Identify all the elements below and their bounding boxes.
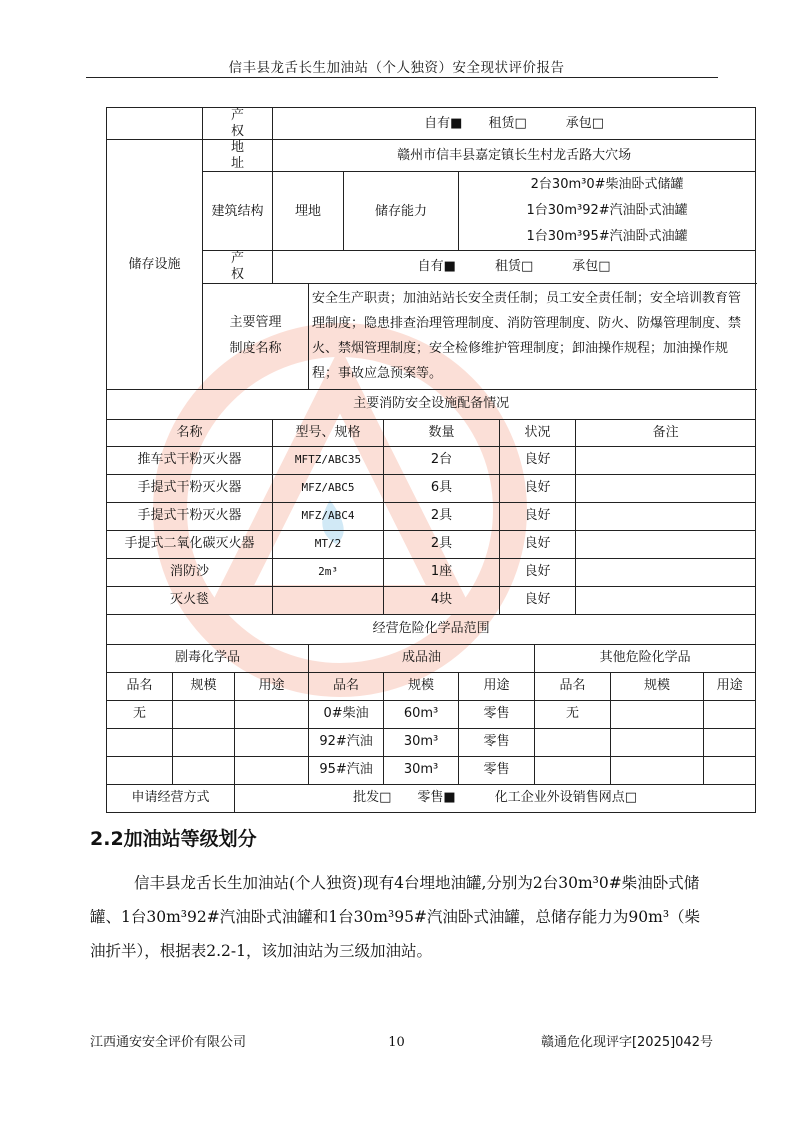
mgmt-value: 安全生产职责；加油站站长安全责任制；员工安全责任制；安全培训教育管理制度；隐患排查治理管理制度、消防管理制度、防火、防爆管理制度、禁火、禁烟管理制度；安全检修维护管理制度；卸油操作规程；加油操作规程；事故应急预案等。	[309, 283, 756, 389]
chem-sub: 用途	[235, 672, 309, 700]
fire-header: 状况	[500, 419, 576, 446]
footer-company: 江西通安安全评价有限公司	[90, 1035, 247, 1050]
fire-cell: MT/2	[273, 530, 384, 558]
chem-sub: 品名	[309, 672, 384, 700]
chem-cell	[235, 756, 309, 784]
address-value: 赣州市信丰县嘉定镇长生村龙舌路大穴场	[273, 140, 756, 172]
chem-cell	[704, 700, 756, 728]
table-row	[107, 586, 756, 614]
property-label: 产 权	[203, 108, 273, 140]
fire-cell: 手提式二氧化碳灭火器	[107, 530, 273, 558]
chem-cell	[535, 756, 611, 784]
structure-label: 建筑结构	[203, 172, 273, 251]
page-number: 10	[388, 1035, 405, 1050]
facility-info-table	[106, 107, 756, 813]
chem-sub: 用途	[459, 672, 535, 700]
chem-cell	[611, 700, 704, 728]
capacity-value	[459, 172, 756, 251]
fire-cell: 良好	[500, 586, 576, 614]
fire-header: 名称	[107, 419, 273, 446]
fire-cell: 良好	[500, 474, 576, 502]
fire-cell: 良好	[500, 502, 576, 530]
chem-cell	[704, 728, 756, 756]
fire-header: 型号、规格	[273, 419, 384, 446]
capacity-line: 2台30m³0#柴油卧式储罐	[530, 177, 684, 193]
fire-cell: 4块	[384, 586, 500, 614]
chem-cell	[173, 728, 235, 756]
capacity-line: 1台30m³95#汽油卧式油罐	[526, 229, 688, 245]
chem-cell: 零售	[459, 700, 535, 728]
chem-sub: 规模	[384, 672, 459, 700]
fire-cell	[576, 446, 756, 474]
fire-cell: 6具	[384, 474, 500, 502]
capacity-line: 1台30m³92#汽油卧式油罐	[526, 203, 688, 219]
fire-header: 备注	[576, 419, 756, 446]
chem-cell: 92#汽油	[309, 728, 384, 756]
paragraph-text: 信丰县龙舌长生加油站(个人独资)现有4台埋地油罐,分别为2台30m³0#柴油卧式储罐、1台30m³92#汽油卧式油罐和1台30m³95#汽油卧式油罐，总储存能力为90m³（柴油折半），根据表2.2-1，该加油站为三级加油站。	[90, 874, 701, 960]
table-row	[107, 756, 756, 784]
fire-cell: 良好	[500, 558, 576, 586]
fire-title: 主要消防安全设施配备情况	[107, 389, 756, 419]
mgmt-label	[203, 283, 309, 389]
chem-cell	[535, 728, 611, 756]
capacity-label: 储存能力	[344, 172, 459, 251]
fire-cell: 2台	[384, 446, 500, 474]
header-rule	[86, 77, 718, 78]
fire-cell: 手提式干粉灭火器	[107, 474, 273, 502]
chem-title: 经营危险化学品范围	[107, 614, 756, 644]
chem-cell	[173, 700, 235, 728]
fire-cell: MFZ/ABC4	[273, 502, 384, 530]
fire-cell: 手提式干粉灭火器	[107, 502, 273, 530]
structure-value: 埋地	[273, 172, 344, 251]
chem-sub: 规模	[173, 672, 235, 700]
chem-cell: 无	[107, 700, 173, 728]
chem-cell	[107, 756, 173, 784]
fire-cell: 1座	[384, 558, 500, 586]
apply-value: 批发□ 零售■ 化工企业外设销售网点□	[235, 784, 756, 812]
fire-cell: 2m³	[273, 558, 384, 586]
chem-cell	[611, 756, 704, 784]
chem-group: 其他危险化学品	[535, 644, 756, 672]
table-row	[107, 558, 756, 586]
fire-cell: 2具	[384, 530, 500, 558]
mgmt-label-line: 主要管理	[229, 315, 282, 331]
chem-cell	[107, 728, 173, 756]
chem-cell	[235, 700, 309, 728]
fire-cell: MFZ/ABC5	[273, 474, 384, 502]
fire-cell	[576, 530, 756, 558]
fire-cell: MFTZ/ABC35	[273, 446, 384, 474]
chem-cell: 0#柴油	[309, 700, 384, 728]
table-row	[107, 446, 756, 474]
property2-value: 自有■ 租赁□ 承包□	[273, 251, 756, 283]
chem-sub: 品名	[535, 672, 611, 700]
page-header: 信丰县龙舌长生加油站（个人独资）安全现状评价报告	[228, 60, 565, 76]
address-label: 地 址	[203, 140, 273, 172]
property-value: 自有■ 租赁□ 承包□	[273, 108, 756, 140]
section-paragraph	[90, 866, 712, 968]
chem-group: 成品油	[309, 644, 535, 672]
chem-cell	[704, 756, 756, 784]
apply-label: 申请经营方式	[107, 784, 235, 812]
fire-cell: 推车式干粉灭火器	[107, 446, 273, 474]
chem-sub: 品名	[107, 672, 173, 700]
chem-cell: 95#汽油	[309, 756, 384, 784]
chem-cell: 无	[535, 700, 611, 728]
fire-cell: 良好	[500, 530, 576, 558]
mgmt-label-line: 制度名称	[229, 341, 282, 357]
table-row	[107, 700, 756, 728]
chem-cell	[173, 756, 235, 784]
property2-label: 产 权	[203, 251, 273, 283]
fire-cell	[273, 586, 384, 614]
chem-cell: 30m³	[384, 728, 459, 756]
section-heading: 2.2加油站等级划分	[90, 828, 257, 850]
table-row	[107, 502, 756, 530]
chem-cell	[611, 728, 704, 756]
footer-doc-number: 赣通危化现评字[2025]042号	[540, 1035, 713, 1050]
fire-cell	[576, 474, 756, 502]
chem-sub: 用途	[704, 672, 756, 700]
fire-cell: 消防沙	[107, 558, 273, 586]
fire-cell: 良好	[500, 446, 576, 474]
table-row	[107, 530, 756, 558]
chem-group: 剧毒化学品	[107, 644, 309, 672]
fire-cell	[576, 586, 756, 614]
chem-cell: 零售	[459, 728, 535, 756]
chem-cell: 60m³	[384, 700, 459, 728]
table-row	[107, 474, 756, 502]
chem-cell: 零售	[459, 756, 535, 784]
fire-cell	[576, 558, 756, 586]
fire-cell: 灭火毯	[107, 586, 273, 614]
chem-sub: 规模	[611, 672, 704, 700]
chem-cell	[235, 728, 309, 756]
fire-cell: 2具	[384, 502, 500, 530]
fire-cell	[576, 502, 756, 530]
fire-header: 数量	[384, 419, 500, 446]
table-row	[107, 728, 756, 756]
storage-label: 储存设施	[107, 140, 203, 389]
chem-cell: 30m³	[384, 756, 459, 784]
